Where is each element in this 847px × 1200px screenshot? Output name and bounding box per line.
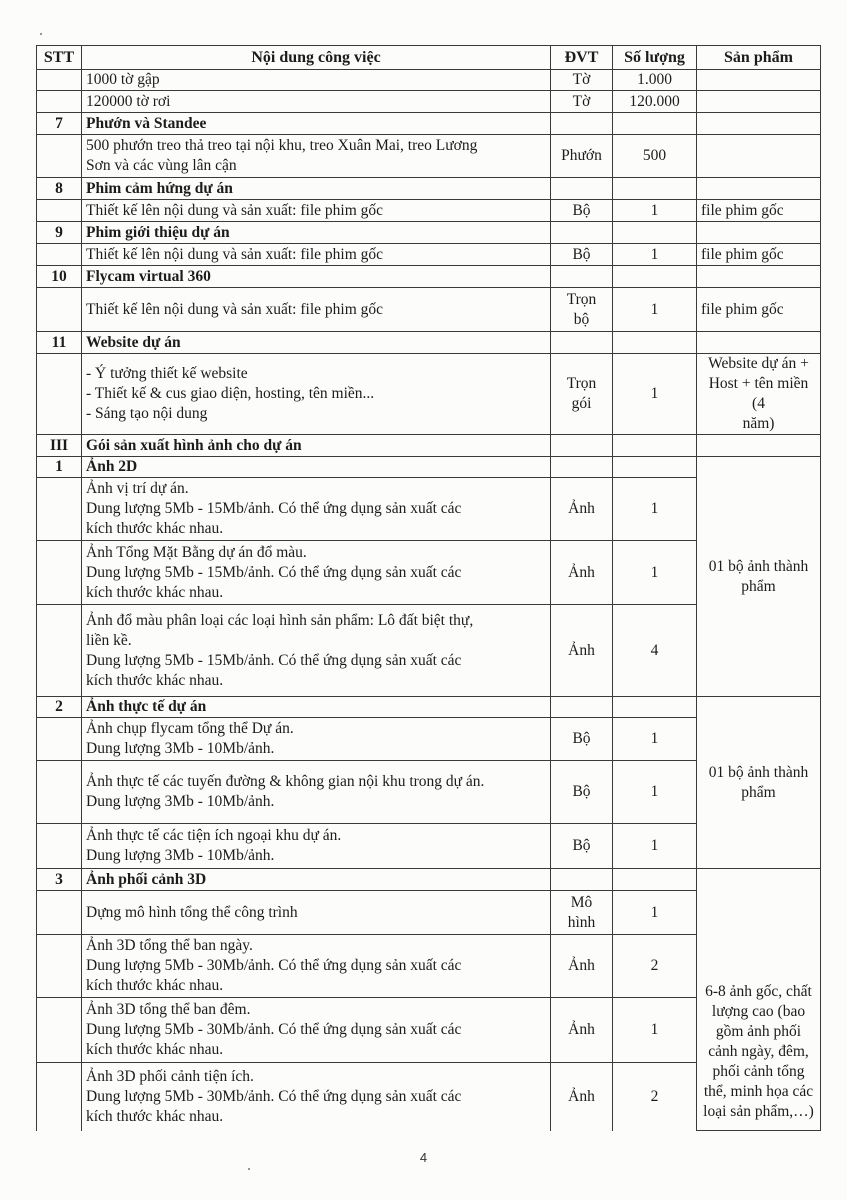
table-header-row bbox=[37, 46, 821, 70]
row-unit: Trọn bộ bbox=[551, 288, 613, 332]
group-number: 3 bbox=[37, 869, 82, 891]
row-content: 500 phướn treo thả treo tại nội khu, treo Xuân Mai, treo Lương Sơn và các vùng lân cận bbox=[82, 135, 551, 178]
row-quantity: 2 bbox=[613, 935, 697, 998]
row-quantity: 500 bbox=[613, 135, 697, 178]
row-content: Ảnh đổ màu phân loại các loại hình sản phẩm: Lô đất biệt thự, liền kề. Dung lượng 5Mb - 15Mb/ảnh. Có thể ứng dụng sản xuất các kích thước khác nhau. bbox=[82, 605, 551, 697]
row-content: Ảnh chụp flycam tổng thể Dự án. Dung lượng 3Mb - 10Mb/ảnh. bbox=[82, 718, 551, 761]
row-product: Website dự án + Host + tên miền (4 năm) bbox=[697, 354, 821, 435]
table-row bbox=[37, 200, 821, 222]
row-content: Ảnh 3D tổng thể ban đêm. Dung lượng 5Mb - 30Mb/ảnh. Có thể ứng dụng sản xuất các kích thước khác nhau. bbox=[82, 998, 551, 1063]
row-product: file phim gốc bbox=[697, 288, 821, 332]
header-unit: ĐVT bbox=[551, 46, 613, 70]
group-product: 01 bộ ảnh thành phẩm bbox=[697, 457, 821, 697]
section-title: Phim cảm hứng dự án bbox=[82, 178, 551, 200]
row-unit: Bộ bbox=[551, 244, 613, 266]
row-quantity: 1.000 bbox=[613, 70, 697, 91]
row-content: Thiết kế lên nội dung và sản xuất: file phim gốc bbox=[82, 288, 551, 332]
group-product: 6-8 ảnh gốc, chất lượng cao (bao gồm ảnh phối cảnh ngày, đêm, phối cảnh tổng thể, minh họa các loại sản phẩm,…) bbox=[697, 869, 821, 1131]
row-content: Ảnh thực tế các tiện ích ngoại khu dự án. Dung lượng 3Mb - 10Mb/ảnh. bbox=[82, 824, 551, 869]
work-items-table bbox=[36, 45, 821, 1131]
row-unit: Ảnh bbox=[551, 998, 613, 1063]
row-quantity: 1 bbox=[613, 761, 697, 824]
section-number: 7 bbox=[37, 113, 82, 135]
table-row bbox=[37, 135, 821, 178]
row-content: Ảnh Tổng Mặt Bằng dự án đổ màu. Dung lượng 5Mb - 15Mb/ảnh. Có thể ứng dụng sản xuất các kích thước khác nhau. bbox=[82, 541, 551, 605]
row-content: Ảnh vị trí dự án. Dung lượng 5Mb - 15Mb/ảnh. Có thể ứng dụng sản xuất các kích thước khác nhau. bbox=[82, 478, 551, 541]
table-row bbox=[37, 288, 821, 332]
group-row bbox=[37, 697, 821, 718]
section-number: 10 bbox=[37, 266, 82, 288]
section-title: Website dự án bbox=[82, 332, 551, 354]
row-unit: Trọn gói bbox=[551, 354, 613, 435]
row-content: - Ý tưởng thiết kế website - Thiết kế & cus giao diện, hosting, tên miền... - Sáng tạo nội dung bbox=[82, 354, 551, 435]
scan-speck bbox=[40, 33, 42, 35]
row-quantity: 1 bbox=[613, 891, 697, 935]
group-title: Ảnh 2D bbox=[82, 457, 551, 478]
table-row bbox=[37, 70, 821, 91]
row-unit: Ảnh bbox=[551, 541, 613, 605]
table-row bbox=[37, 354, 821, 435]
row-unit: Bộ bbox=[551, 718, 613, 761]
header-content: Nội dung công việc bbox=[82, 46, 551, 70]
row-quantity: 1 bbox=[613, 244, 697, 266]
section-title: Flycam virtual 360 bbox=[82, 266, 551, 288]
section-row bbox=[37, 222, 821, 244]
section-title: Phướn và Standee bbox=[82, 113, 551, 135]
row-unit: Bộ bbox=[551, 761, 613, 824]
row-content: Thiết kế lên nội dung và sản xuất: file phim gốc bbox=[82, 244, 551, 266]
header-product: Sản phẩm bbox=[697, 46, 821, 70]
row-unit: Mô hình bbox=[551, 891, 613, 935]
row-unit: Ảnh bbox=[551, 605, 613, 697]
section-row bbox=[37, 113, 821, 135]
group-number: 2 bbox=[37, 697, 82, 718]
row-quantity: 4 bbox=[613, 605, 697, 697]
row-content: Ảnh 3D tổng thể ban ngày. Dung lượng 5Mb - 30Mb/ảnh. Có thể ứng dụng sản xuất các kích thước khác nhau. bbox=[82, 935, 551, 998]
row-content: Dựng mô hình tổng thể công trình bbox=[82, 891, 551, 935]
section-title: Phim giới thiệu dự án bbox=[82, 222, 551, 244]
row-quantity: 1 bbox=[613, 200, 697, 222]
row-content: Ảnh 3D phối cảnh tiện ích. Dung lượng 5Mb - 30Mb/ảnh. Có thể ứng dụng sản xuất các kích thước khác nhau. bbox=[82, 1063, 551, 1131]
header-quantity: Số lượng bbox=[613, 46, 697, 70]
row-product: file phim gốc bbox=[697, 244, 821, 266]
row-content: 1000 tờ gập bbox=[82, 70, 551, 91]
group-row bbox=[37, 457, 821, 478]
row-unit: Ảnh bbox=[551, 478, 613, 541]
row-quantity: 2 bbox=[613, 1063, 697, 1131]
row-unit: Bộ bbox=[551, 200, 613, 222]
row-content: Thiết kế lên nội dung và sản xuất: file phim gốc bbox=[82, 200, 551, 222]
section-number: III bbox=[37, 435, 82, 457]
section-number: 8 bbox=[37, 178, 82, 200]
row-unit: Ảnh bbox=[551, 1063, 613, 1131]
row-unit: Phướn bbox=[551, 135, 613, 178]
group-title: Ảnh phối cảnh 3D bbox=[82, 869, 551, 891]
section-row bbox=[37, 435, 821, 457]
group-title: Ảnh thực tế dự án bbox=[82, 697, 551, 718]
row-quantity: 1 bbox=[613, 354, 697, 435]
section-row bbox=[37, 266, 821, 288]
section-row bbox=[37, 178, 821, 200]
row-unit: Tờ bbox=[551, 70, 613, 91]
row-product: file phim gốc bbox=[697, 200, 821, 222]
group-row bbox=[37, 869, 821, 891]
table-row bbox=[37, 91, 821, 113]
group-number: 1 bbox=[37, 457, 82, 478]
row-quantity: 1 bbox=[613, 541, 697, 605]
row-quantity: 1 bbox=[613, 998, 697, 1063]
row-unit: Tờ bbox=[551, 91, 613, 113]
page-number: 4 bbox=[419, 1150, 428, 1165]
scan-speck bbox=[248, 1168, 250, 1170]
section-title: Gói sản xuất hình ảnh cho dự án bbox=[82, 435, 551, 457]
row-content: Ảnh thực tế các tuyến đường & không gian nội khu trong dự án. Dung lượng 3Mb - 10Mb/ảnh. bbox=[82, 761, 551, 824]
table-row bbox=[37, 244, 821, 266]
row-content: 120000 tờ rơi bbox=[82, 91, 551, 113]
header-stt: STT bbox=[37, 46, 82, 70]
row-quantity: 1 bbox=[613, 478, 697, 541]
section-row bbox=[37, 332, 821, 354]
section-number: 9 bbox=[37, 222, 82, 244]
row-quantity: 1 bbox=[613, 288, 697, 332]
group-product: 01 bộ ảnh thành phẩm bbox=[697, 697, 821, 869]
row-quantity: 120.000 bbox=[613, 91, 697, 113]
row-unit: Bộ bbox=[551, 824, 613, 869]
row-quantity: 1 bbox=[613, 718, 697, 761]
section-number: 11 bbox=[37, 332, 82, 354]
row-quantity: 1 bbox=[613, 824, 697, 869]
row-unit: Ảnh bbox=[551, 935, 613, 998]
